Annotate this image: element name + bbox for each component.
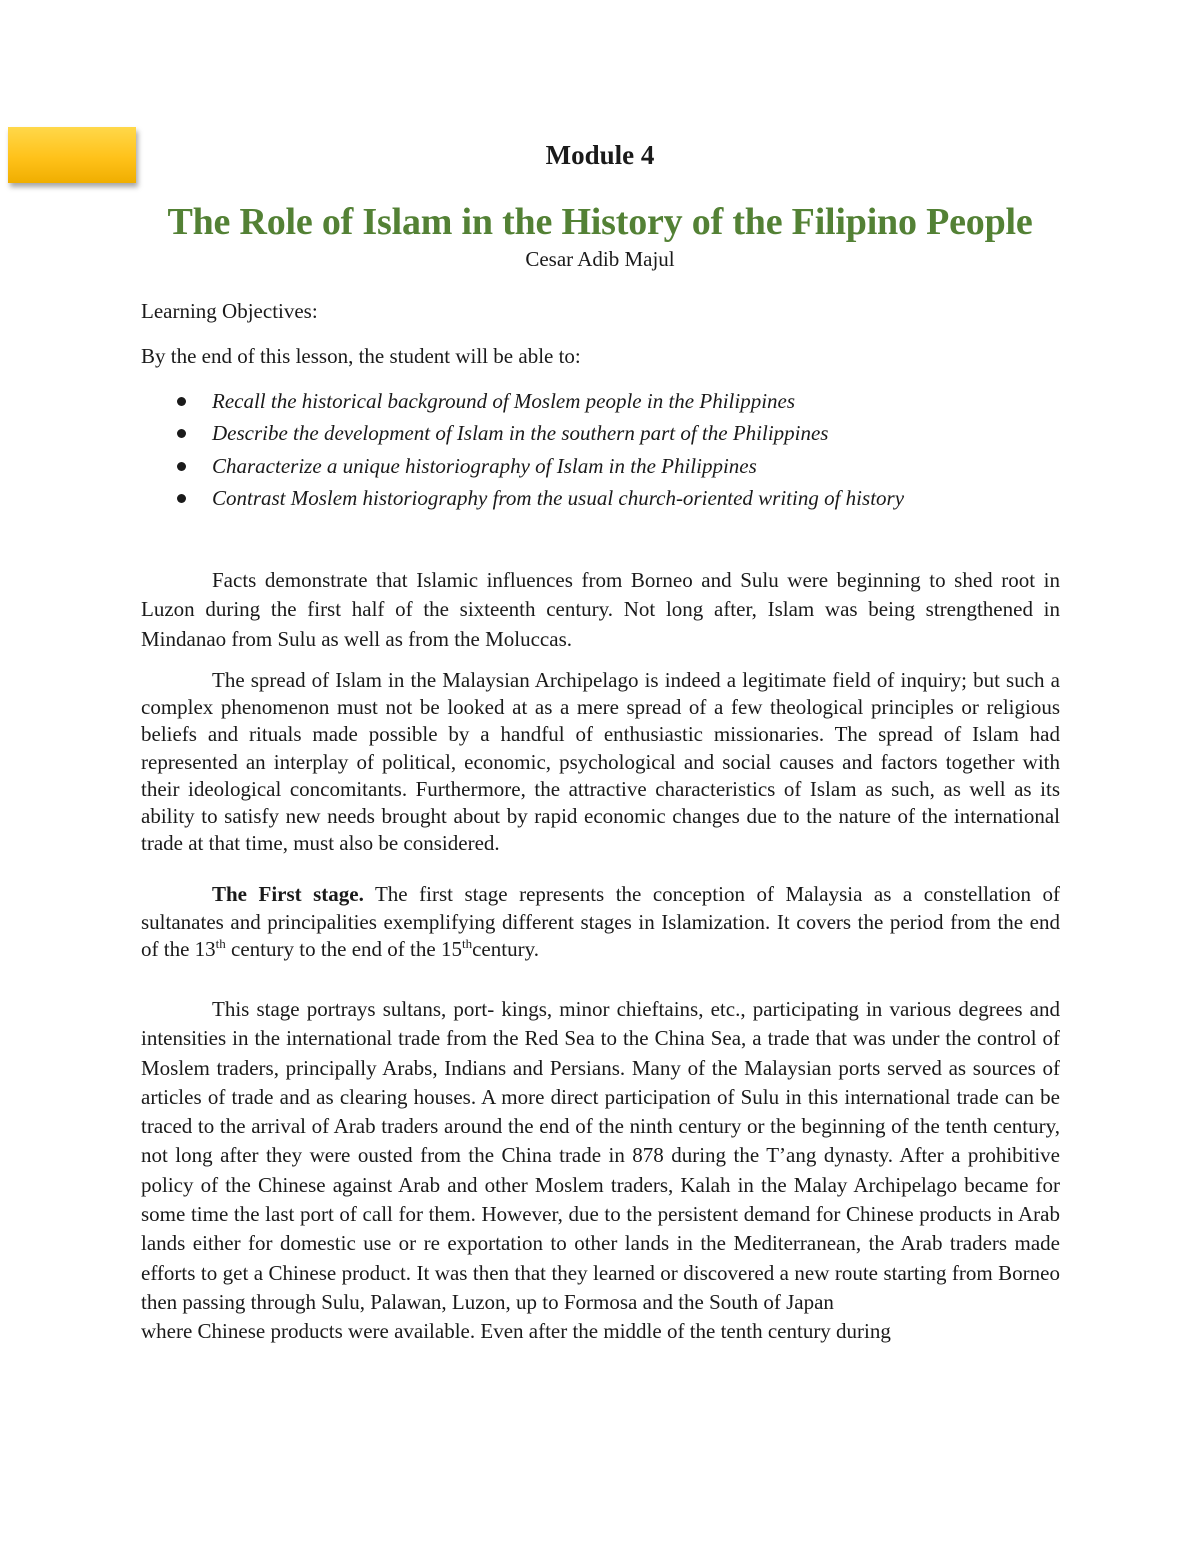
first-stage-text-c: century. — [472, 937, 539, 962]
paragraph-stage-portrayal-last-line: where Chinese products were available. Even after the middle of the tenth century during — [141, 1319, 891, 1344]
first-stage-heading: The First stage. — [212, 882, 364, 907]
paragraph-islamic-influences: Facts demonstrate that Islamic influences from Borneo and Sulu were beginning to shed root in Luzon during the first half of the sixteenth century. Not long after, Islam was being strengthened in Mindanao from Sulu as well as from the Moluccas. — [141, 567, 1060, 651]
objective-text: Characterize a unique historiography of Islam in the Philippines — [212, 453, 757, 478]
bullet-icon — [177, 397, 186, 406]
first-stage-text-a: The first stage represents the conception of Malaysia as a constellation of sultanates and principalities exemplifying different stages in Islamization. It covers the period from the end of the 13 — [141, 882, 1060, 962]
bullet-icon — [177, 494, 186, 503]
document-body — [141, 298, 1060, 1346]
superscript-th: th — [461, 936, 473, 952]
bullet-icon — [177, 429, 186, 438]
objective-item — [141, 482, 1060, 515]
superscript-th: th — [215, 936, 226, 952]
objective-text: Describe the development of Islam in the southern part of the Philippines — [212, 421, 829, 445]
paragraph-stage-portrayal-body: This stage portrays sultans, port- kings, minor chieftains, etc., participating in various degrees and intensities in the international trade from the Red Sea to the China Sea, a trade that was under the control of Moslem traders, principally Arabs, Indians and Persians. Many of the Malaysian ports served as sources of articles of trade and as clearing houses. A more direct participation of Sulu in this international trade can be traced to the arrival of Arab traders around the end of the ninth century or the beginning of the tenth century, not long after they were ousted from the China trade in 878 during the T’ang dynasty. After a prohibitive policy of the Chinese against Arab and other Moslem traders, Kalah in the Malay Archipelago became for some time the last port of call for them. However, due to the persistent demand for Chinese products in Arab lands either for domestic use or re exportation to other lands in the Mediterranean, the Arab traders made efforts to get a Chinese product. It was then that they learned or discovered a new route starting from Borneo then passing through Sulu, Palawan, Luzon, up to Formosa and the South of Japan — [141, 996, 1060, 1314]
objective-item — [141, 417, 1060, 450]
module-label: Module 4 — [545, 140, 655, 170]
objectives-intro: By the end of this lesson, the student will be able to: — [141, 344, 581, 369]
objectives-list — [141, 385, 1060, 515]
first-stage-text-b: century to the end of the 15 — [225, 937, 462, 962]
paragraph-spread-of-islam: The spread of Islam in the Malaysian Archipelago is indeed a legitimate field of inquiry; but such a complex phenomenon must not be looked at as a mere spread of a few theological principles or religious beliefs and rituals made possible by a handful of enthusiastic missionaries. The spread of Islam had represented an interplay of political, economic, psychological and social causes and factors together with their ideological concomitants. Furthermore, the attractive characteristics of Islam as such, as well as its ability to satisfy new needs brought about by rapid economic changes due to the nature of the international trade at that time, must also be considered. — [141, 668, 1060, 856]
bullet-icon — [177, 462, 186, 471]
objectives-heading: Learning Objectives: — [141, 299, 318, 323]
objective-text: Recall the historical background of Moslem people in the Philippines — [212, 388, 796, 413]
paragraph-stage-portrayal — [141, 995, 1060, 1347]
objective-item — [141, 450, 1060, 483]
paragraph-first-stage — [141, 881, 1060, 964]
objective-text: Contrast Moslem historiography from the usual church-oriented writing of history — [212, 486, 905, 510]
objective-item — [141, 385, 1060, 418]
author-name: Cesar Adib Majul — [525, 247, 675, 271]
page-title: The Role of Islam in the History of the Filipino People — [167, 201, 1033, 243]
